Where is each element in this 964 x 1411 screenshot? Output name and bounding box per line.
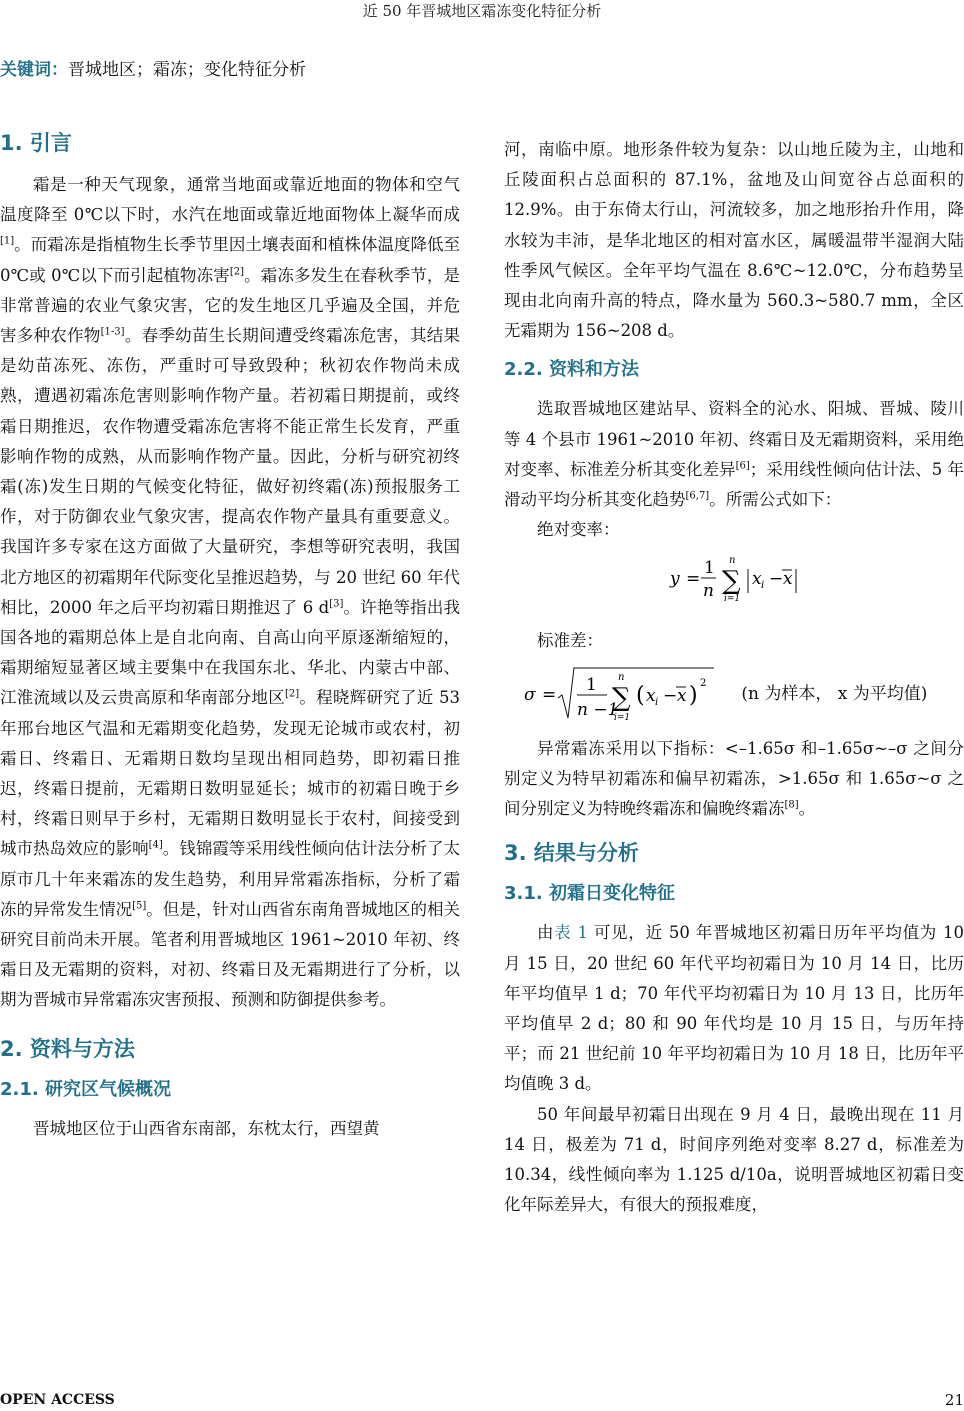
first-frost-paragraph-2: 50 年间最早初霜日出现在 9 月 4 日，最晚出现在 11 月 14 日，极差为 71 d，时间序列绝对变率 8.27 d，标准差为 10.34，线性倾向率为 1.125 d/10a，说明晋城地区初霜日变化年际差异大，有很大的预报难度， <box>504 1104 964 1215</box>
citation[interactable]: [2] <box>229 266 245 278</box>
svg-text:n: n <box>703 581 714 602</box>
svg-text:=: = <box>686 569 701 590</box>
methods-paragraph: 选取晋城地区建站早、资料全的沁水、阳城、晋城、陵川等 4 个县市 1961~2010 年初、终霜日及无霜期资料，采用绝对变率、标准差分析其变化差异[6]；采用线性倾向估计法、5 年滑动平均分析其变化趋势[6,7]。所需公式如下： <box>504 399 964 510</box>
svg-text:=: = <box>542 684 557 705</box>
section-1-heading: 1. 引言 <box>0 131 72 155</box>
section-2-2-heading: 2.2. 资料和方法 <box>504 359 639 381</box>
climate-paragraph-cont: 河，南临中原。地形条件较为复杂：以山地丘陵为主，山地和丘陵面积占总面积的 87.1%，盆地及山间宽谷占总面积的 12.9%。由于东倚太行山，河流较多，加之地形抬升作用，降水较为丰沛，是华北地区的相对富水区，属暖温带半湿润大陆性季风气候区。全年平均气温在 8.6℃~12.0℃，分布趋势呈现由北向南升高的特点，降水量为 560.3~580.7 mm，全区无霜期为 156~208 d。 <box>504 140 964 341</box>
svg-text:n: n <box>618 671 625 683</box>
keywords-label: 关键词： <box>0 60 68 80</box>
section-3-1-heading: 3.1. 初霜日变化特征 <box>504 883 675 905</box>
svg-text:x: x <box>646 685 656 706</box>
climate-paragraph-start: 晋城地区位于山西省东南部，东枕太行，西望黄 <box>33 1118 380 1138</box>
section-3-heading: 3. 结果与分析 <box>504 841 639 866</box>
left-column <box>0 128 460 1144</box>
citation[interactable]: [6,7] <box>685 490 710 502</box>
table-1-link[interactable]: 表 1 <box>554 923 588 943</box>
svg-text:2: 2 <box>700 677 707 689</box>
section-2-1-heading: 2.1. 研究区气候概况 <box>0 1078 171 1100</box>
citation[interactable]: [1-3] <box>100 326 125 338</box>
citation[interactable]: [4] <box>148 839 163 851</box>
right-column <box>504 135 964 1220</box>
abs-variability-formula <box>504 551 964 619</box>
svg-text:i: i <box>655 696 659 708</box>
svg-text:): ) <box>689 682 698 708</box>
running-head: 近 50 年晋城地区霜冻变化特征分析 <box>362 2 602 20</box>
svg-text:−: − <box>663 685 678 706</box>
std-note: (n 为样本， x 为平均值) <box>741 684 928 705</box>
formula-y: y <box>670 569 680 590</box>
svg-text:x: x <box>783 569 793 590</box>
citation[interactable]: [3] <box>329 598 344 610</box>
svg-text:σ: σ <box>524 684 536 705</box>
std-label: 标准差： <box>537 630 603 650</box>
citation[interactable]: [6] <box>735 460 750 472</box>
svg-text:−: − <box>769 569 784 590</box>
svg-text:n −1: n −1 <box>577 699 619 720</box>
keywords <box>0 58 306 82</box>
svg-text:x: x <box>752 569 762 590</box>
svg-text:x: x <box>677 685 687 706</box>
svg-text:1: 1 <box>704 558 715 579</box>
intro-paragraph: 霜是一种天气现象，通常当地面或靠近地面的物体和空气温度降至 0℃以下时，水汽在地面或靠近地面物体上凝华而成[1]。而霜冻是指植物生长季节里因土壤表面和植株体温度降低至 0℃或 0℃以下而引起植物冻害[2]。霜冻多发生在春秋季节，是非常普遍的农业气象灾害，它的发生地区几乎遍及全国，并危害多种农作物[1-3]。春季幼苗生长期间遭受终霜冻危害，其结果是幼苗冻死、冻伤，严重时可导致毁种；秋初农作物尚未成熟，遭遇初霜冻危害则影响作物产量。若初霜日期提前，或终霜日期推迟，农作物遭受霜冻危害将不能正常生长发育，严重影响作物的成熟，从而影响作物产量。因此，分析与研究初终霜(冻)发生日期的气候变化特征，做好初终霜(冻)预报服务工作，对于防御农业气象灾害，提高农作物产量具有重要意义。我国许多专家在这方面做了大量研究，李想等研究表明，我国北方地区的初霜期年代际变化呈推迟趋势，与 20 世纪 60 年代相比，2000 年之后平均初霜日期推迟了 6 d[3]。许艳等指出我国各地的霜期总体上是自北向南、自高山向平原逐渐缩短的，霜期缩短显著区域主要集中在我国东北、华北、内蒙古中部、江淮流域以及云贵高原和华南部分地区[2]。程晓辉研究了近 53 年邢台地区气温和无霜期变化趋势，发现无论城市或农村，初霜日、终霜日、无霜期日数均呈现出相同趋势，即初霜日推迟，终霜日提前，无霜期日数明显延长；城市的初霜日晚于乡村，终霜日则早于乡村，无霜期日数明显长于农村，间接受到城市热岛效应的影响[4]。钱锦霞等采用线性倾向估计法分析了太原市几十年来霜冻的发生趋势，利用异常霜冻指标，分析了霜冻的异常发生情况[5]。但是，针对山西省东南角晋城地区的相关研究目前尚未开展。笔者利用晋城地区 1961~2010 年初、终霜日及无霜期的资料，对初、终霜日及无霜期进行了分析，以期为晋城市异常霜冻灾害预报、预测和防御提供参考。 <box>0 175 461 1010</box>
svg-text:i: i <box>761 580 765 592</box>
svg-text:(: ( <box>636 682 645 708</box>
svg-text:∑: ∑ <box>612 682 631 713</box>
svg-text:i=1: i=1 <box>724 594 741 605</box>
first-frost-paragraph: 由表 1 可见，近 50 年晋城地区初霜日历年平均值为 10 月 15 日，20 世纪 60 年代平均初霜日为 10 月 14 日，比历年平均值早 1 d；70 年代平均初霜日为 10 月 13 日，比历年平均值早 2 d；80 和 90 年代均是 10 月 15 日，与历年持平；而 21 世纪前 10 年平均初霜日为 10 月 18 日，比历年平均值晚 3 d。 <box>504 923 964 1094</box>
citation[interactable]: [5] <box>132 900 147 912</box>
citation[interactable]: [1] <box>0 235 15 247</box>
open-access-label: OPEN ACCESS <box>0 1392 115 1408</box>
citation[interactable]: [2] <box>284 688 300 700</box>
keywords-text: 晋城地区；霜冻；变化特征分析 <box>68 60 306 80</box>
page-number: 21 <box>944 1391 964 1409</box>
svg-text:i=1: i=1 <box>614 712 631 723</box>
svg-text:n: n <box>729 555 736 567</box>
std-formula <box>504 662 964 728</box>
sum-sign: ∑ <box>722 566 741 597</box>
citation[interactable]: [8] <box>784 799 799 811</box>
anomaly-paragraph: 异常霜冻采用以下指标：<–1.65σ 和–1.65σ~–σ 之间分别定义为特早初霜冻和偏早初霜冻，>1.65σ 和 1.65σ~σ 之间分别定义为特晚终霜冻和偏晚终霜冻[8]。 <box>504 738 964 819</box>
section-2-heading: 2. 资料与方法 <box>0 1036 135 1061</box>
svg-text:1: 1 <box>586 674 597 695</box>
abs-variability-label: 绝对变率： <box>537 520 620 540</box>
